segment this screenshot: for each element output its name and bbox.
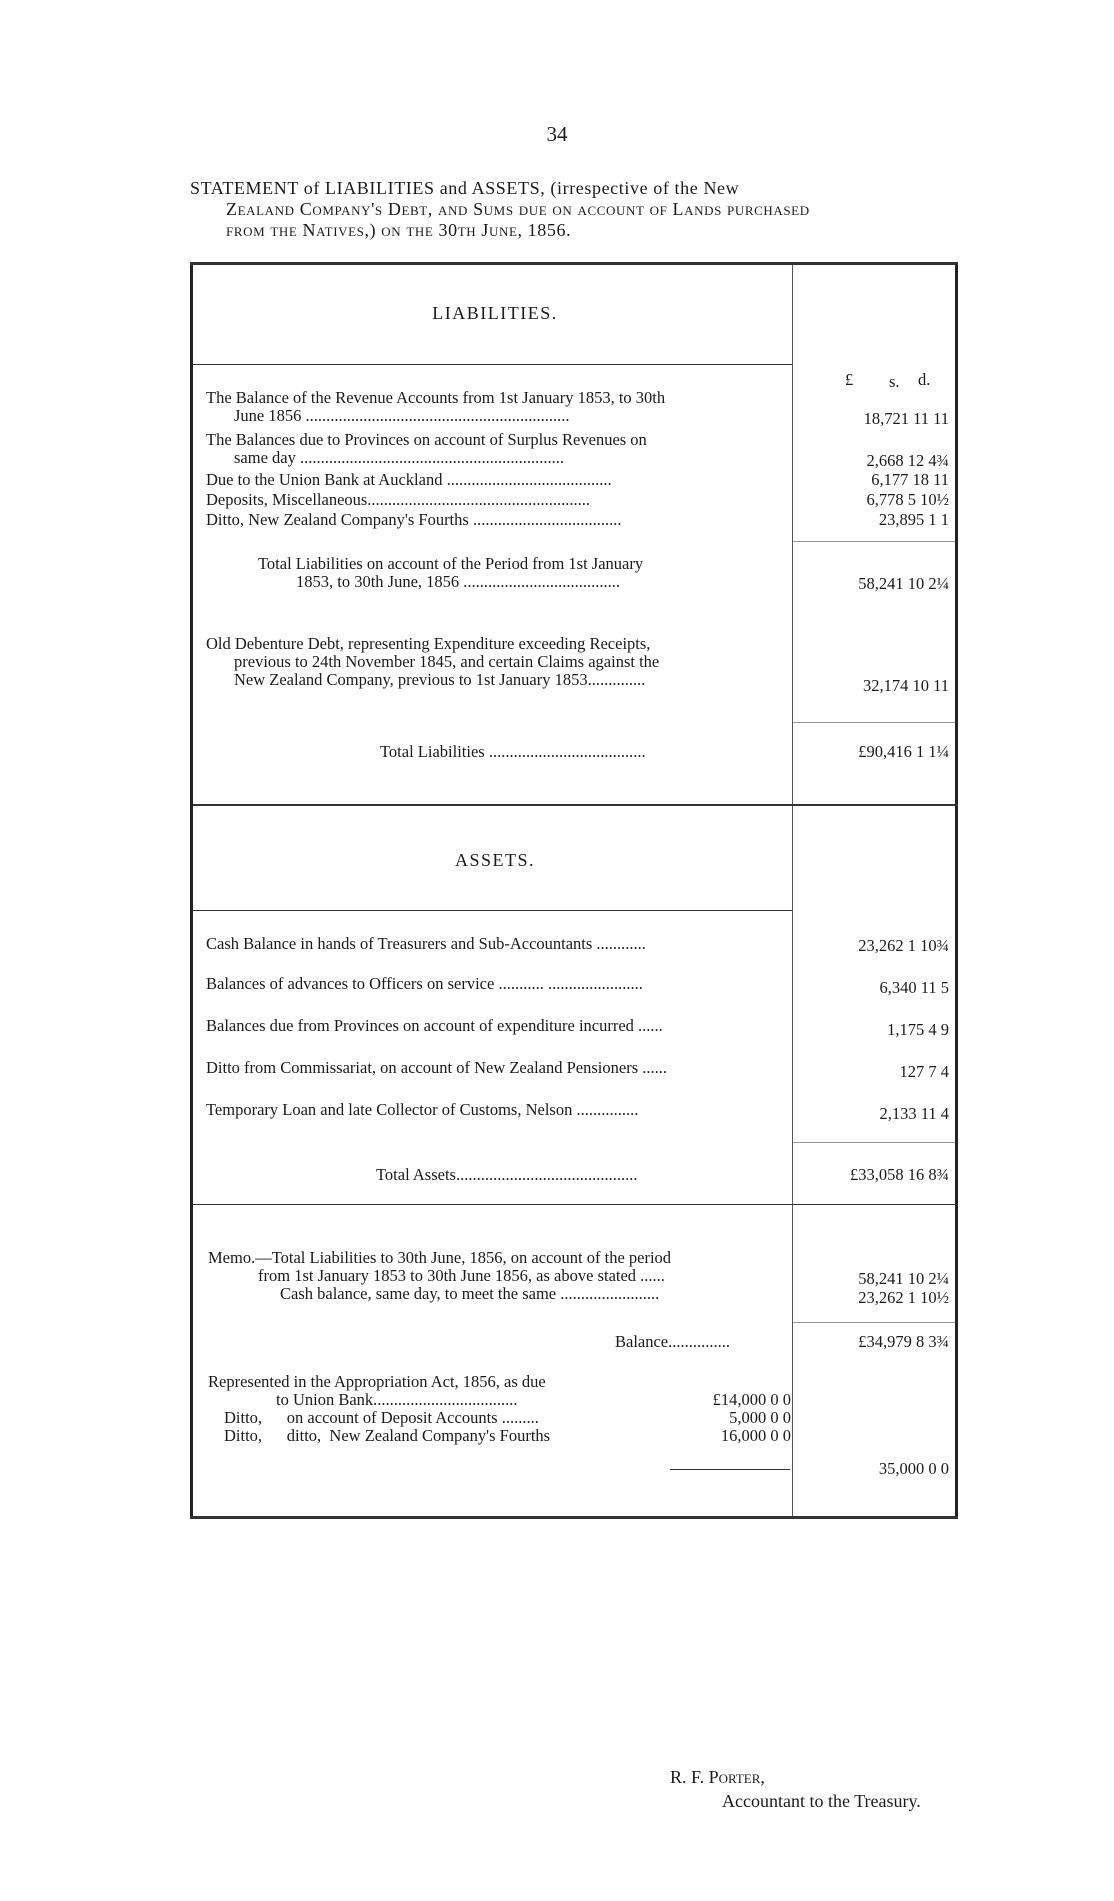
represented-sub-amount-2: 5,000 0 0 [729,1408,791,1427]
pence-column-header: d. [918,370,931,389]
liabilities-bottom-rule [193,804,958,806]
memo-balance-amount: £34,979 8 3¾ [858,1332,949,1351]
subtotal-rule-2 [793,722,955,723]
assets-header-rule [193,910,792,911]
represented-sub-amount-3: 16,000 0 0 [720,1426,791,1445]
signature-name: R. F. Porter, [670,1767,765,1787]
signature-title: Accountant to the Treasury. [722,1791,921,1811]
old-debt-line-3: New Zealand Company, previous to 1st January 1853.............. [234,670,646,689]
subtotal-rule-3 [793,1142,955,1143]
period-total-amount: 58,241 10 2¼ [858,574,949,593]
heading-line-3: from the Natives,) on the 30th June, 1856. [226,220,572,240]
liability-item-4: Deposits, Miscellaneous...................................................... [206,490,591,509]
represented-total-amount: 35,000 0 0 [878,1459,949,1478]
table-right-border [955,262,958,1518]
asset-item-5: Temporary Loan and late Collector of Customs, Nelson ............... [206,1100,639,1119]
old-debt-label [206,635,659,689]
asset-item-2-amount: 6,340 11 5 [879,978,949,997]
asset-item-1: Cash Balance in hands of Treasurers and Sub-Accountants ............ [206,934,646,953]
asset-item-4: Ditto from Commissariat, on account of New Zealand Pensioners ...... [206,1058,667,1077]
represented-text [208,1373,550,1445]
represented-line-4: Ditto, ditto, New Zealand Company's Fourths [224,1426,551,1445]
table-bottom-rule [190,1516,958,1519]
total-liabilities-amount: £90,416 1 1¼ [858,742,949,761]
liability-item-1-line-1: The Balance of the Revenue Accounts from 1st January 1853, to 30th [206,388,666,407]
signature-block [670,1765,921,1813]
asset-item-3-amount: 1,175 4 9 [887,1020,949,1039]
liability-item-2-line-2: same day ................................................................ [234,448,564,467]
period-total-line-1: Total Liabilities on account of the Period from 1st January [258,554,644,573]
memo-text [208,1249,671,1303]
liability-item-2 [206,431,647,467]
memo-line-1: Memo.—Total Liabilities to 30th June, 1856, on account of the period [208,1248,672,1267]
liabilities-header-rule [193,364,792,365]
liability-item-1-line-2: June 1856 ................................................................ [234,406,570,425]
period-total-line-2: 1853, to 30th June, 1856 ...................................... [296,572,621,591]
liability-item-2-amount: 2,668 12 4¾ [866,451,949,470]
liability-item-2-line-1: The Balances due to Provinces on account of Surplus Revenues on [206,430,647,449]
shillings-column-header: s. [889,372,900,391]
asset-item-4-amount: 127 7 4 [899,1062,949,1081]
represented-line-3: Ditto, on account of Deposit Accounts ......... [224,1408,539,1427]
liability-item-3: Due to the Union Bank at Auckland ........................................ [206,470,612,489]
assets-title: ASSETS. [454,850,536,870]
represented-line-1: Represented in the Appropriation Act, 1856, as due [208,1372,546,1391]
memo-balance-label: Balance............... [615,1332,731,1351]
liability-item-1 [206,389,665,425]
memo-line-3: Cash balance, same day, to meet the same ........................ [280,1284,660,1303]
liability-item-1-amount: 18,721 11 11 [863,409,949,428]
document-heading [190,178,960,241]
subtotal-rule-1 [793,541,955,542]
represented-sub-amount-1: £14,000 0 0 [712,1390,791,1409]
assets-bottom-rule [193,1204,958,1205]
asset-item-2: Balances of advances to Officers on service ........... ....................... [206,974,643,993]
memo-amount-2: 23,262 1 10½ [858,1288,949,1307]
asset-item-3: Balances due from Provinces on account of expenditure incurred ...... [206,1016,663,1035]
column-divider [792,262,793,1518]
old-debt-line-2: previous to 24th November 1845, and certain Claims against the [234,652,660,671]
sub-amounts-rule [670,1469,790,1470]
period-total-label [258,555,643,591]
asset-item-5-amount: 2,133 11 4 [879,1104,949,1123]
heading-line-1: STATEMENT of LIABILITIES and ASSETS, (irrespective of the New [190,178,740,198]
liability-item-5-amount: 23,895 1 1 [878,510,949,529]
represented-line-2: to Union Bank................................... [276,1390,518,1409]
liability-item-3-amount: 6,177 18 11 [871,470,949,489]
pounds-column-header: £ [845,370,854,389]
page-number: 34 [546,122,568,146]
total-assets-label: Total Assets............................................ [376,1165,638,1184]
total-assets-amount: £33,058 16 8¾ [850,1165,949,1184]
memo-line-2: from 1st January 1853 to 30th June 1856, as above stated ...... [258,1266,665,1285]
old-debt-amount: 32,174 10 11 [862,676,949,695]
asset-item-1-amount: 23,262 1 10¾ [858,936,949,955]
heading-line-2: Zealand Company's Debt, and Sums due on account of Lands purchased [226,199,810,219]
old-debt-line-1: Old Debenture Debt, representing Expenditure exceeding Receipts, [206,634,651,653]
liability-item-4-amount: 6,778 5 10½ [866,490,949,509]
memo-amount-1: 58,241 10 2¼ [858,1269,949,1288]
table-left-border [190,262,193,1518]
table-top-rule [190,262,958,265]
subtotal-rule-4 [793,1322,955,1323]
liabilities-title: LIABILITIES. [432,303,558,323]
liability-item-5: Ditto, New Zealand Company's Fourths .................................... [206,510,622,529]
total-liabilities-label: Total Liabilities ...................................... [380,742,646,761]
